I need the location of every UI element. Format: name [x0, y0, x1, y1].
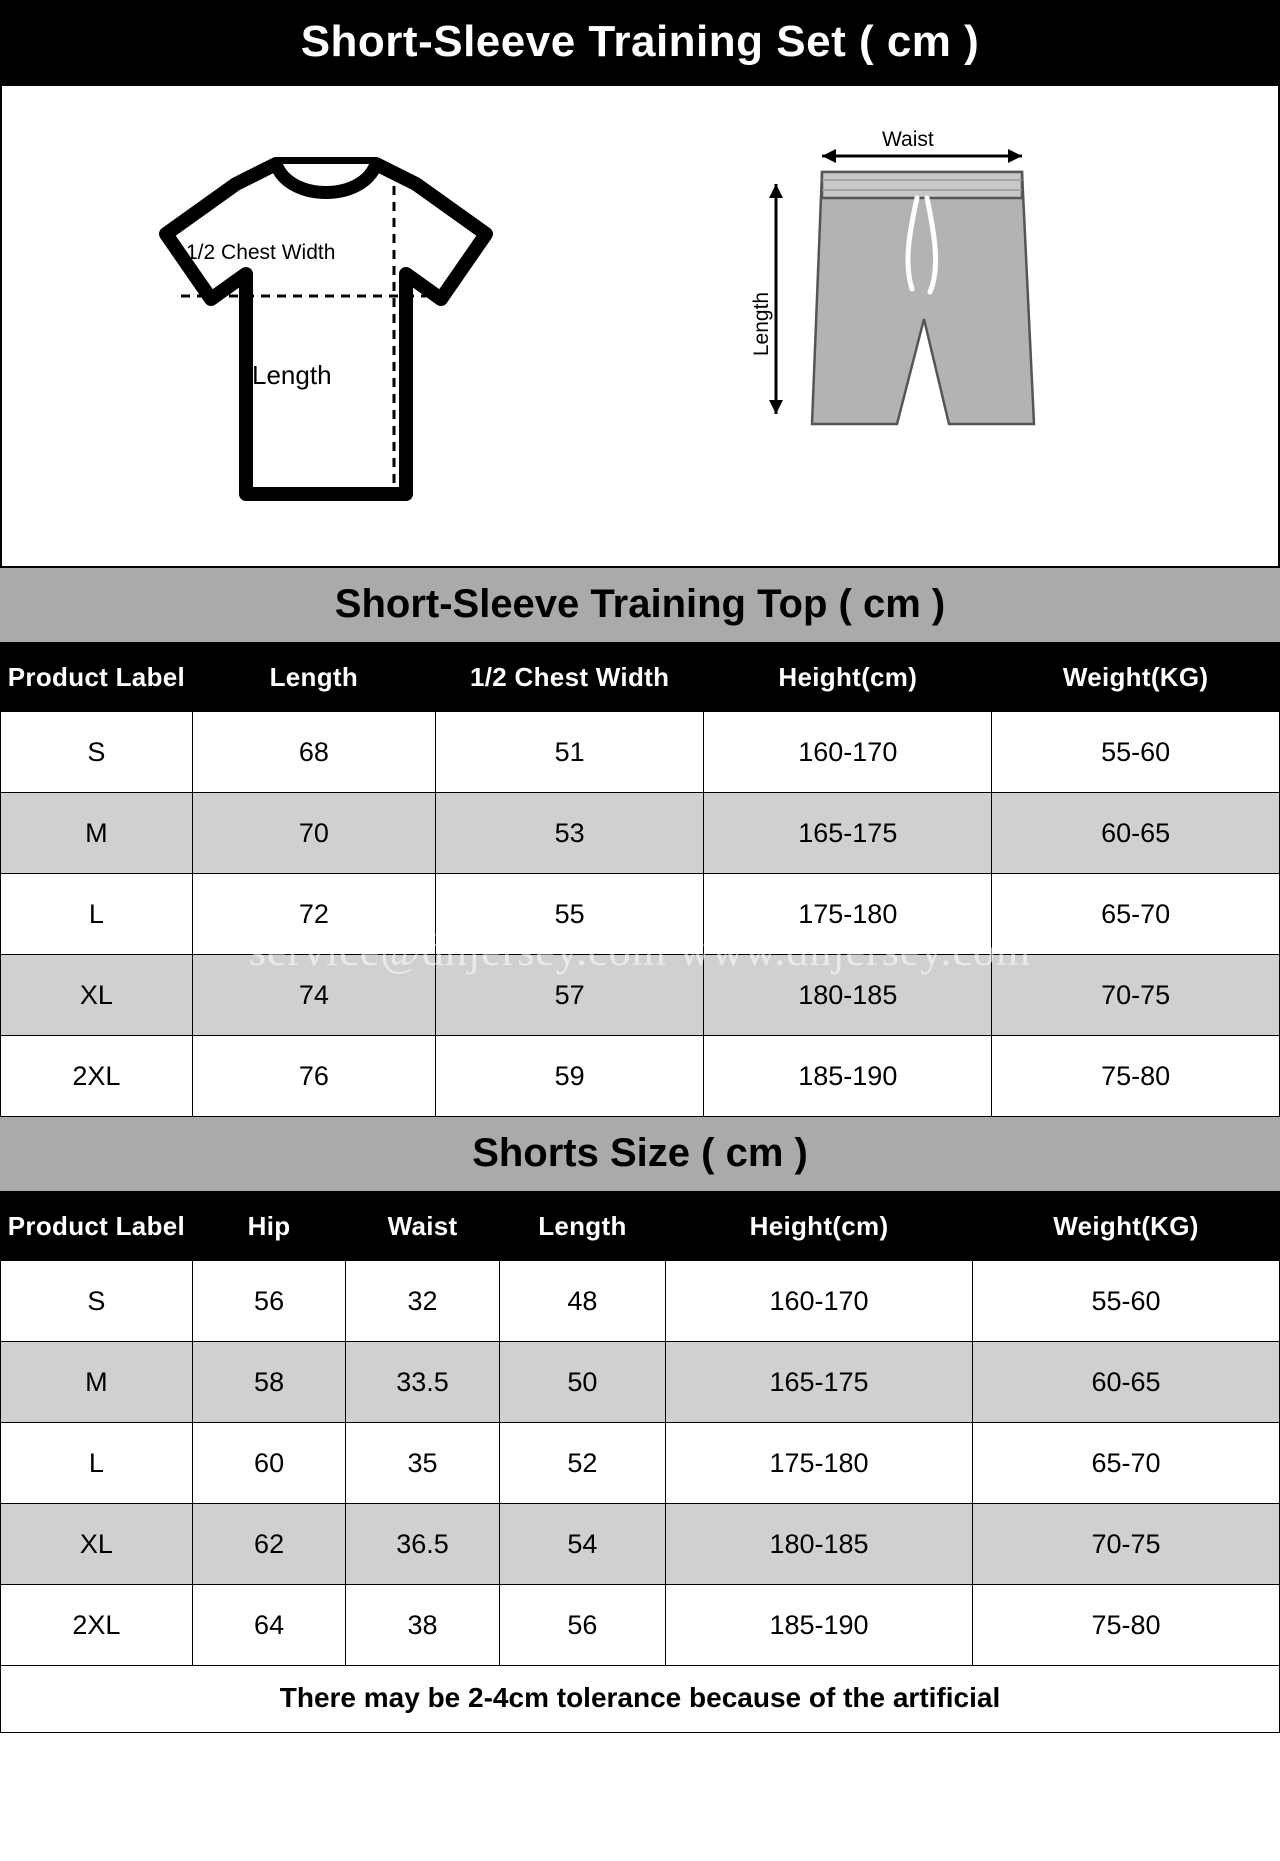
cell-weight: 65-70 — [973, 1423, 1280, 1504]
cell-hip: 64 — [192, 1585, 345, 1666]
table-row — [1, 1261, 1280, 1342]
cell-height: 165-175 — [704, 793, 992, 874]
cell-hip: 62 — [192, 1504, 345, 1585]
shorts-icon — [734, 124, 1154, 524]
cell-chest: 57 — [435, 955, 704, 1036]
cell-hip: 60 — [192, 1423, 345, 1504]
cell-height: 180-185 — [704, 955, 992, 1036]
cell-length: 72 — [192, 874, 435, 955]
column-header: Height(cm) — [704, 643, 992, 712]
column-header: Product Label — [1, 1192, 193, 1261]
cell-chest: 55 — [435, 874, 704, 955]
cell-length: 48 — [499, 1261, 665, 1342]
page-title: Short-Sleeve Training Set ( cm ) — [0, 0, 1280, 86]
column-header: Height(cm) — [666, 1192, 973, 1261]
cell-weight: 55-60 — [992, 712, 1280, 793]
cell-size: 2XL — [1, 1036, 193, 1117]
cell-waist: 35 — [346, 1423, 499, 1504]
column-header: Length — [499, 1192, 665, 1261]
cell-size: XL — [1, 1504, 193, 1585]
cell-size: 2XL — [1, 1585, 193, 1666]
table-row — [1, 1423, 1280, 1504]
table-row — [1, 1585, 1280, 1666]
cell-height: 180-185 — [666, 1504, 973, 1585]
cell-weight: 75-80 — [973, 1585, 1280, 1666]
diagram-area — [2, 86, 1278, 566]
column-header: Length — [192, 643, 435, 712]
cell-weight: 75-80 — [992, 1036, 1280, 1117]
cell-length: 52 — [499, 1423, 665, 1504]
cell-height: 175-180 — [666, 1423, 973, 1504]
cell-weight: 65-70 — [992, 874, 1280, 955]
shorts-section-header: Shorts Size ( cm ) — [0, 1117, 1280, 1191]
table-row — [1, 1342, 1280, 1423]
table-row — [1, 955, 1280, 1036]
cell-size: L — [1, 874, 193, 955]
cell-size: S — [1, 712, 193, 793]
cell-height: 175-180 — [704, 874, 992, 955]
cell-hip: 58 — [192, 1342, 345, 1423]
table-header-row — [1, 1192, 1280, 1261]
column-header: Hip — [192, 1192, 345, 1261]
svg-text:Waist: Waist — [882, 127, 934, 151]
table-row — [1, 874, 1280, 955]
shorts-size-table — [0, 1191, 1280, 1666]
cell-waist: 36.5 — [346, 1504, 499, 1585]
cell-waist: 33.5 — [346, 1342, 499, 1423]
cell-chest: 59 — [435, 1036, 704, 1117]
top-section-header: Short-Sleeve Training Top ( cm ) — [0, 568, 1280, 642]
cell-length: 74 — [192, 955, 435, 1036]
table-row — [1, 1504, 1280, 1585]
cell-length: 50 — [499, 1342, 665, 1423]
cell-chest: 51 — [435, 712, 704, 793]
shorts-diagram — [734, 124, 1154, 529]
column-header: Weight(KG) — [973, 1192, 1280, 1261]
cell-weight: 55-60 — [973, 1261, 1280, 1342]
cell-waist: 32 — [346, 1261, 499, 1342]
cell-height: 185-190 — [704, 1036, 992, 1117]
cell-size: M — [1, 793, 193, 874]
cell-chest: 53 — [435, 793, 704, 874]
cell-length: 68 — [192, 712, 435, 793]
column-header: Weight(KG) — [992, 643, 1280, 712]
table-header-row — [1, 643, 1280, 712]
cell-length: 56 — [499, 1585, 665, 1666]
cell-height: 185-190 — [666, 1585, 973, 1666]
column-header: Product Label — [1, 643, 193, 712]
cell-height: 160-170 — [666, 1261, 973, 1342]
cell-size: S — [1, 1261, 193, 1342]
top-size-table — [0, 642, 1280, 1117]
cell-weight: 70-75 — [973, 1504, 1280, 1585]
cell-weight: 60-65 — [973, 1342, 1280, 1423]
diagram-section — [0, 86, 1280, 568]
tshirt-diagram — [126, 124, 526, 529]
column-header: 1/2 Chest Width — [435, 643, 704, 712]
svg-text:Length: Length — [252, 359, 332, 390]
cell-size: XL — [1, 955, 193, 1036]
cell-length: 54 — [499, 1504, 665, 1585]
table-row — [1, 712, 1280, 793]
cell-weight: 70-75 — [992, 955, 1280, 1036]
table-row — [1, 793, 1280, 874]
cell-length: 70 — [192, 793, 435, 874]
cell-weight: 60-65 — [992, 793, 1280, 874]
cell-hip: 56 — [192, 1261, 345, 1342]
cell-length: 76 — [192, 1036, 435, 1117]
cell-size: L — [1, 1423, 193, 1504]
svg-text:Length: Length — [750, 291, 773, 356]
cell-waist: 38 — [346, 1585, 499, 1666]
cell-size: M — [1, 1342, 193, 1423]
tolerance-note: There may be 2-4cm tolerance because of the artificial — [0, 1666, 1280, 1733]
table-row — [1, 1036, 1280, 1117]
cell-height: 165-175 — [666, 1342, 973, 1423]
svg-text:1/2 Chest Width: 1/2 Chest Width — [186, 240, 336, 264]
column-header: Waist — [346, 1192, 499, 1261]
watermark: service@dhjersey.com www.dhjersey.com — [248, 926, 1032, 975]
tshirt-icon — [126, 124, 526, 524]
cell-height: 160-170 — [704, 712, 992, 793]
